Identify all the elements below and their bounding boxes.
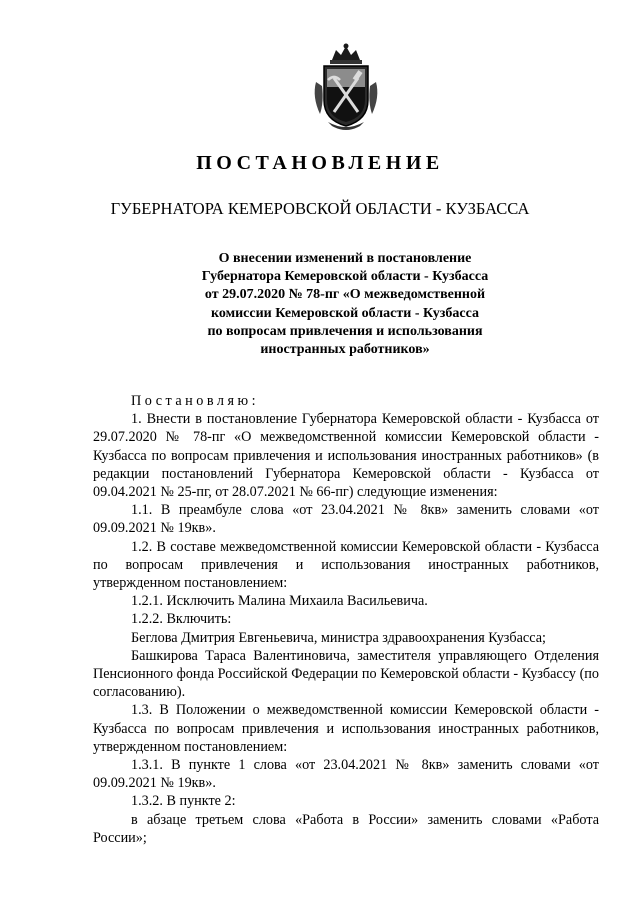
paragraph-1-1: 1.1. В преамбуле слова «от 23.04.2021 № 8кв» заменить словами «от 09.09.2021 № 19кв». (93, 502, 599, 537)
paragraph-1-2: 1.2. В составе межведомственной комиссии Кемеровской области - Кузбасса по вопросам привлечения и использования иностранных работников, утвержденном постановлением: (93, 538, 599, 592)
subject-line: О внесении изменений в постановление (218, 251, 472, 266)
document-body (93, 392, 599, 847)
issuer-title: ГУБЕРНАТОРА КЕМЕРОВСКОЙ ОБЛАСТИ - КУЗБАССА (110, 199, 530, 218)
kuzbass-coat-of-arms-icon (310, 42, 382, 130)
paragraph-1-2-2: 1.2.2. Включить: (131, 611, 232, 628)
paragraph-1-3-1: 1.3.1. В пункте 1 слова «от 23.04.2021 № 8кв» заменить словами «от 09.09.2021 № 19кв». (93, 757, 599, 792)
paragraph-1-3-2-a: в абзаце третьем слова «Работа в России» заменить словами «Работа России»; (93, 811, 599, 846)
preamble: Постановляю: (131, 393, 260, 409)
subject-line: комиссии Кемеровской области - Кузбасса (210, 305, 480, 321)
subject-line: иностранных работников» (260, 342, 430, 358)
paragraph-1: 1. Внести в постановление Губернатора Кемеровской области - Кузбасса от 29.07.2020 № 78-пг «О межведомственной комиссии Кемеровской области - Кузбасса по вопросам привлечения и использования иностранных работников» (в редакции постановлений Губернатора Кемеровской области - Кузбасса от 09.04.2021 № 25-пг, от 28.07.2021 № 66-пг) следующие изменения: (93, 411, 599, 501)
subject-line: Губернатора Кемеровской области - Кузбасса (201, 269, 489, 285)
paragraph-member-1: Беглова Дмитрия Евгеньевича, министра здравоохранения Кузбасса; (131, 629, 546, 646)
paragraph-1-3: 1.3. В Положении о межведомственной комиссии Кемеровской области - Кузбасса по вопросам привлечения и использования иностранных работников, утвержденном постановлением: (93, 702, 599, 755)
paragraph-1-2-1: 1.2.1. Исключить Малина Михаила Васильевича. (131, 593, 428, 610)
document-type-title: ПОСТАНОВЛЕНИЕ (196, 152, 444, 174)
document-subject (100, 250, 590, 359)
paragraph-member-2: Башкирова Тараса Валентиновича, заместителя управляющего Отделения Пенсионного фонда Российской Федерации по Кемеровской области - Кузбассу (по согласованию). (93, 647, 599, 701)
paragraph-1-3-2: 1.3.2. В пункте 2: (131, 793, 236, 810)
subject-line: по вопросам привлечения и использования (207, 323, 483, 339)
subject-line: от 29.07.2020 № 78-пг «О межведомственной (204, 287, 486, 303)
